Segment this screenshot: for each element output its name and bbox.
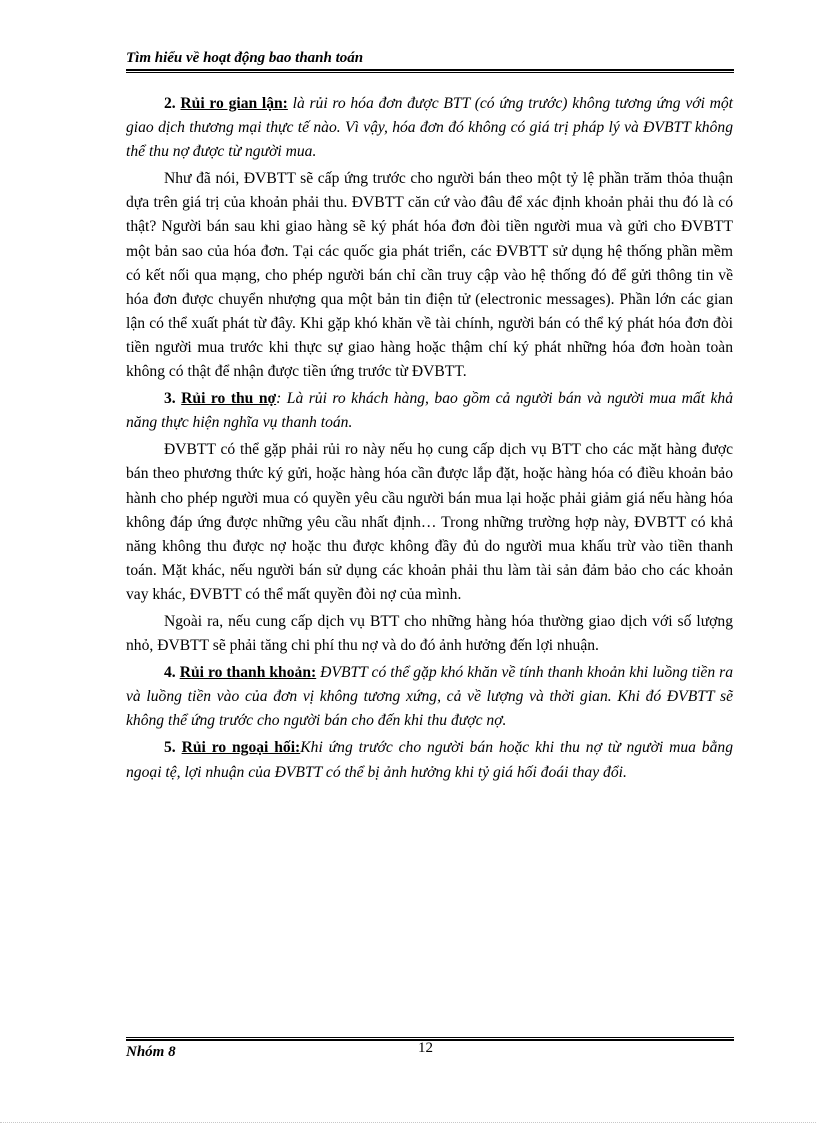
section-heading-fx-risk: Rủi ro ngoại hối: [181, 739, 301, 757]
document-body [126, 92, 733, 788]
paragraph-collection-risk [126, 387, 733, 435]
section-number: 5. [164, 739, 182, 757]
fx-risk-definition: Khi ứng trước cho người bán hoặc khi thu nợ từ người mua bằng ngoại tệ, lợi nhuận của ĐVBTT có thể bị ảnh hưởng khi tỷ giá hối đoái thay đổi. [126, 739, 733, 781]
section-number: 2. [164, 95, 181, 112]
liquidity-risk-definition: ĐVBTT có thể gặp khó khăn về tính thanh khoản khi luồng tiền ra và luồng tiền vào của đơn vị không tương xứng, cả về lượng và thời gian. Khi đó ĐVBTT sẽ không thể ứng trước cho người bán cho đến khi thu được nợ. [126, 664, 733, 730]
paragraph-fraud-explanation: Như đã nói, ĐVBTT sẽ cấp ứng trước cho người bán theo một tỷ lệ phần trăm thỏa thuận dựa trên giá trị của khoản phải thu. ĐVBTT căn cứ vào đâu để xác định khoản phải thu đó là có thật? Người bán sau khi giao hàng sẽ ký phát hóa đơn đòi tiền người mua và gửi cho ĐVBTT một bản sao của hóa đơn. Tại các quốc gia phát triển, các ĐVBTT sử dụng hệ thống phần mềm có kết nối qua mạng, cho phép người bán chỉ cần truy cập vào hệ thống đó để gửi thông tin về hóa đơn được chuyển nhượng qua một bản tin điện tử (electronic messages). Phần lớn các gian lận có thể xuất phát từ đây. Khi gặp khó khăn về tài chính, người bán có thể ký phát hóa đơn đòi tiền người mua trước khi thực sự giao hàng hoặc thậm chí ký phát những hóa đơn hoàn toàn không có thật để nhận được tiền ứng trước từ ĐVBTT. [126, 170, 733, 381]
paragraph-collection-cost: Ngoài ra, nếu cung cấp dịch vụ BTT cho những hàng hóa thường giao dịch với số lượng nhỏ, ĐVBTT sẽ phải tăng chi phí thu nợ và do đó ảnh hưởng đến lợi nhuận. [126, 612, 733, 655]
footer-group-name: Nhóm 8 [126, 1044, 176, 1060]
page-number: 12 [418, 1040, 433, 1056]
paragraph-collection-explanation: ĐVBTT có thể gặp phải rủi ro này nếu họ cung cấp dịch vụ BTT cho các mặt hàng được bán theo phương thức ký gửi, hoặc hàng hóa cần được lắp đặt, hoặc hàng hóa có điều khoản bảo hành cho phép người mua có quyền yêu cầu người bán mua lại hoặc phải giảm giá nếu hàng hóa không đáp ứng được những yêu cầu nhất định… Trong những trường hợp này, ĐVBTT có khả năng không thu được nợ hoặc thu được không đầy đủ do người mua khấu trừ vào tiền thanh toán. Mặt khác, nếu người bán sử dụng các khoản phải thu làm tài sản đảm bảo cho các khoản vay khác, ĐVBTT có thể mất quyền đòi nợ của mình. [126, 441, 733, 603]
section-heading-collection-risk: Rủi ro thu nợ [181, 390, 277, 408]
paragraph-fx-risk [126, 736, 733, 784]
section-number: 4. [164, 664, 180, 682]
header-rule [126, 69, 734, 73]
paragraph-fraud-risk [126, 92, 733, 164]
page-header-title: Tìm hiểu về hoạt động bao thanh toán [126, 50, 364, 66]
section-heading-fraud-risk: Rủi ro gian lận: [180, 95, 288, 112]
section-heading-liquidity-risk: Rủi ro thanh khoản: [179, 664, 317, 682]
collection-risk-definition: : Là rủi ro khách hàng, bao gồm cả người bán và người mua mất khả năng thực hiện nghĩa vụ thanh toán. [126, 390, 733, 432]
section-number: 3. [164, 390, 182, 408]
fraud-risk-definition: là rủi ro hóa đơn được BTT (có ứng trước) không tương ứng với một giao dịch thương mại thực tế nào. Vì vậy, hóa đơn đó không có giá trị pháp lý và ĐVBTT không thể thu nợ được từ người mua. [126, 95, 734, 161]
paragraph-liquidity-risk [126, 661, 733, 733]
